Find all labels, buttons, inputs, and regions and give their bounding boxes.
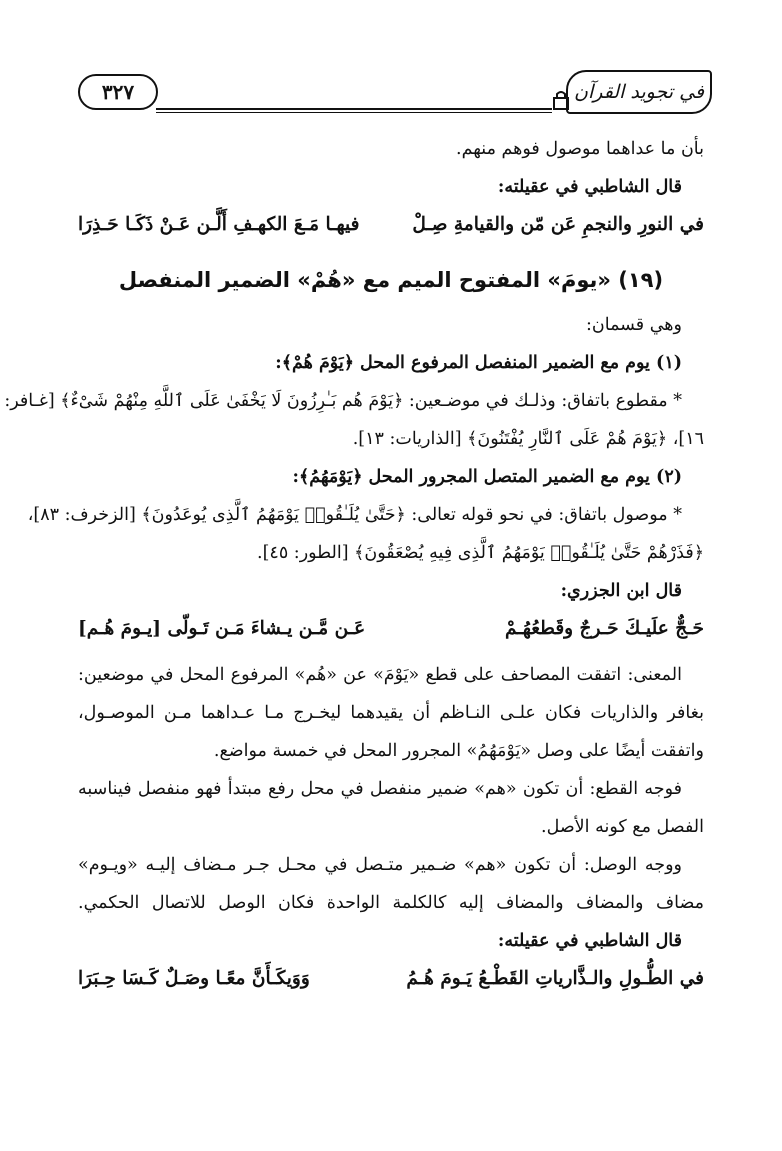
verse-second-half: وَوَيكَـأَنَّ معًـا وصَـلٌ كَـسَا حِـبَرَا — [78, 968, 310, 989]
poem-intro: قال ابن الجزري: — [560, 581, 682, 601]
text-line: الفصل مع كونه الأصل. — [541, 817, 704, 837]
book-title: في تجويد القرآن — [566, 70, 712, 114]
verse-first-half: في الطُّـولِ والـذَّارياتِ القَطْـعُ يَـومَ هُـمُ — [406, 968, 704, 989]
text-line: ١٦]، ﴿يَوْمَ هُمْ عَلَى ٱلنَّارِ يُفْتَنُونَ﴾ [الذاريات: ١٣]. — [352, 429, 704, 449]
section-heading: (١٩) «يومَ» المفتوح الميم مع «هُمْ» الضمير المنفصل — [118, 268, 664, 292]
page-body — [4, 130, 704, 998]
verse-first-half: في النورِ والنجمِ عَن مّن والقيامةِ صِـلْ — [412, 214, 704, 235]
header-rule — [156, 108, 552, 110]
verse-second-half: فيهـا مَـعَ الكهـفِ أَلَّـن عَـنْ ذَكَـا حَـذِرَا — [78, 214, 360, 235]
poem-verse — [78, 610, 704, 648]
text-line: * موصول باتفاق: في نحو قوله تعالى: ﴿حَتَّىٰ يُلَـٰقُوا۟ يَوْمَهُمُ ٱلَّذِى يُوعَدُونَ﴾ [الزخرف: ٨٣]، — [27, 505, 682, 525]
header-rule-thin — [156, 112, 552, 113]
poem-intro: قال الشاطبي في عقيلته: — [497, 931, 682, 951]
text-line: المعنى: اتفقت المصاحف على قطع «يَوْمَ» عن «هُم» المرفوع المحل في موضعين: — [78, 665, 682, 685]
text-line: فوجه القطع: أن تكون «هم» ضمير منفصل في محل رفع مبتدأ فهو منفصل فيناسبه — [78, 779, 682, 799]
poem-intro: قال الشاطبي في عقيلته: — [497, 177, 682, 197]
verse-second-half: عَـن مَّـن يـشاءَ مَـن تَـولّى [يـومَ هُـم] — [78, 618, 366, 639]
text-line: واتفقت أيضًا على وصل «يَوْمَهُمُ» المجرور المحل في خمسة مواضع. — [213, 741, 704, 761]
text-line: مضاف والمضاف والمضاف إليه كالكلمة الواحدة فكان الوصل للاتصال الحكمي. — [78, 893, 704, 913]
text-line: ﴿فَذَرْهُمْ حَتَّىٰ يُلَـٰقُوا۟ يَوْمَهُمُ ٱلَّذِى فِيهِ يُصْعَقُونَ﴾ [الطور: ٤٥]. — [257, 543, 704, 563]
inkwell-icon — [552, 90, 570, 110]
text-line: ووجه الوصل: أن تكون «هم» ضـمير متـصل في محـل جـر مـضاف إليـه «ويـوم» — [78, 855, 682, 875]
text-line: وهي قسمان: — [585, 315, 682, 335]
text-line: * مقطوع باتفاق: وذلـك في موضـعين: ﴿يَوْمَ هُم بَـٰرِزُونَ لَا يَخْفَىٰ عَلَى ٱللَّهِ مِنْهُمْ شَىْءٌ﴾ [غـافر: — [4, 391, 682, 411]
subsection-heading: (١) يوم مع الضمير المنفصل المرفوع المحل ﴿يَوْمَ هُمْ﴾: — [275, 353, 682, 373]
text-line: بغافر والذاريات فكان علـى النـاظم أن يقيدهما ليخـرج مـا عـداهما مـن الموصـول، — [78, 703, 704, 723]
text-line: بأن ما عداهما موصول فوهم منهم. — [456, 139, 704, 159]
verse-first-half: حَـجٌّ علَيـكَ حَـرجٌ وقَطعُهُـمْ — [504, 618, 704, 639]
poem-verse — [78, 206, 704, 244]
poem-verse — [78, 960, 704, 998]
subsection-heading: (٢) يوم مع الضمير المتصل المجرور المحل ﴿يَوْمَهُمُ﴾: — [292, 467, 682, 487]
page-number: ٣٢٧ — [78, 74, 158, 110]
page-header — [72, 70, 712, 122]
